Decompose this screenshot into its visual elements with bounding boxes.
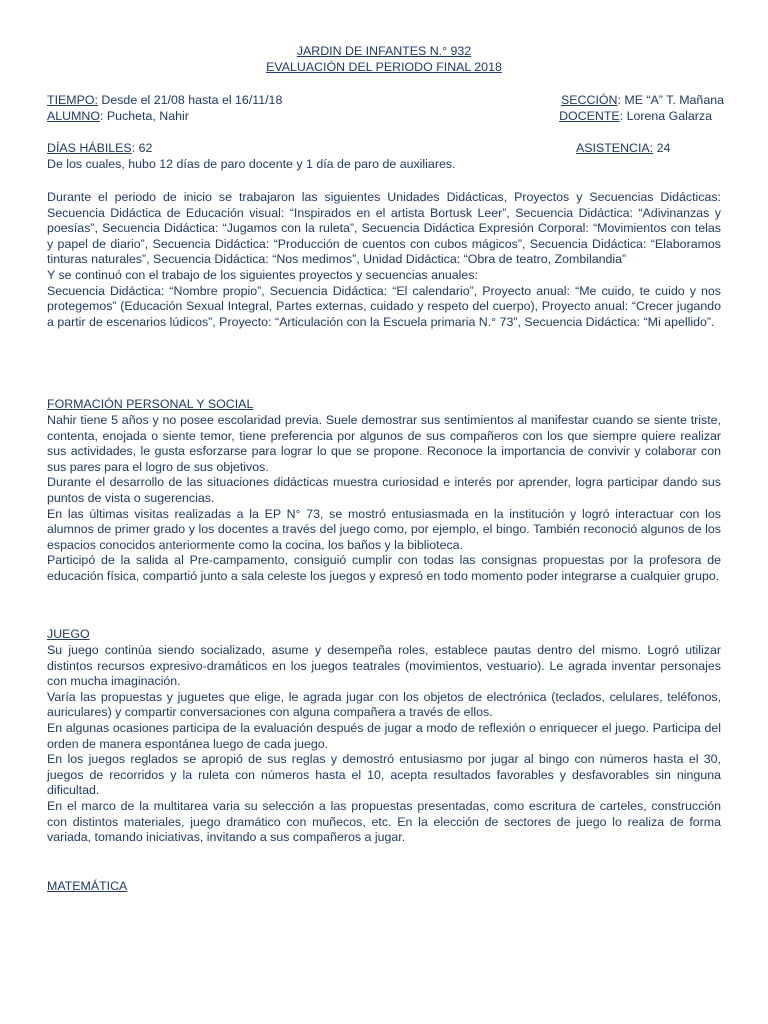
info-row-tiempo [47, 93, 724, 109]
matematica-heading: MATEMÁTICA [47, 879, 128, 893]
tiempo-field [47, 93, 282, 109]
formacion-paragraph: Durante el desarrollo de las situaciones didácticas muestra curiosidad e interés por aprender, logra participar dando sus puntos de vista o sugerencias. [47, 475, 721, 505]
formacion-section [47, 413, 721, 585]
formacion-paragraph: En las últimas visitas realizadas a la EP N° 73, se mostró entusiasmada en la institución y logró interactuar con los alumnos de primer grado y los docentes a través del juego como, por ejemplo, el bingo. También reconoció algunos de los espacios conocidos anteriormente como la cocina, los baños y la biblioteca. [47, 506, 721, 552]
tiempo-value: Desde el 21/08 hasta el 16/11/18 [97, 93, 283, 107]
formacion-paragraph: Nahir tiene 5 años y no posee escolaridad previa. Suele demostrar sus sentimientos al manifestar cuando se siente triste, contenta, enojada o siente temor, tiene preferencia por algunos de sus compañeros con los que siempre quiere realizar sus actividades, le gusta esforzarse para lograr lo que se propone. Reconoce la importancia de convivir y colaborar con sus pares para el logro de sus objetivos. [47, 413, 721, 474]
info-row-dias [47, 141, 724, 157]
juego-paragraph: En los juegos reglados se apropió de sus reglas y demostró entusiasmo por jugar al bingo con números hasta el 30, juegos de recorridos y la ruleta con números hasta el 10, acepta resultados favorables y desfavorables sin ninguna dificultad. [47, 752, 721, 798]
alumno-label: ALUMNO [47, 109, 101, 123]
formacion-paragraph: Participó de la salida al Pre-campamento, consiguió cumplir con todas las consignas propuestas por la profesora de educación física, compartió junto a sala celeste los juegos y expresó en todo momento poder integrarse a cualquier grupo. [47, 553, 721, 583]
dias-value: : 62 [131, 141, 153, 155]
dias-field [47, 141, 152, 157]
seccion-label: SECCIÓN [561, 93, 618, 107]
intro-paragraph: Secuencia Didáctica: “Nombre propio”, Secuencia Didáctica: “El calendario”, Proyecto anual: “Me cuido, te cuido y nos protegemos” (Educación Sexual Integral, Partes externas, cuidado y respeto del cuerpo), Proyecto anual: “Crecer jugando a partir de escenarios lúdicos”, Proyecto: “Articulación con la Escuela primaria N.° 73”, Secuencia Didáctica: “Mi apellido”. [47, 283, 721, 329]
intro-section [47, 190, 721, 330]
juego-paragraph: Varía las propuestas y juguetes que elige, le agrada jugar con los objetos de electrónica (teclados, celulares, teléfonos, auriculares) y compartir conversaciones con alguna compañera a través de ellos. [47, 689, 721, 720]
docente-value: : Lorena Galarza [619, 109, 712, 123]
juego-paragraph: En algunas ocasiones participa de la evaluación después de jugar a modo de reflexión o enriquecer el juego. Participa del orden de manera espontánea luego de cada juego. [47, 720, 721, 751]
asistencia-field [576, 141, 670, 157]
info-row-paro [47, 157, 724, 173]
juego-paragraph: En el marco de la multitarea varia su selección a las propuestas presentadas, como escritura de carteles, construcción con distintos materiales, juego dramático con muñecos, etc. En la elección de sectores de juego lo realiza de forma variada, tomando iniciativas, invitando a sus compañeros a jugar. [47, 798, 721, 845]
tiempo-label: TIEMPO: [47, 93, 98, 107]
juego-heading: JUEGO [47, 627, 90, 641]
docente-label: DOCENTE [559, 109, 620, 123]
formacion-heading: FORMACIÓN PERSONAL Y SOCIAL [47, 397, 254, 411]
intro-paragraph: Y se continuó con el trabajo de los siguientes proyectos y secuencias anuales: [47, 267, 478, 282]
asistencia-value: 24 [653, 141, 671, 155]
asistencia-label: ASISTENCIA: [576, 141, 654, 155]
seccion-value: : ME “A” T. Mañana [617, 93, 724, 107]
juego-section [47, 643, 721, 846]
docente-field [559, 109, 712, 125]
school-title: JARDIN DE INFANTES N.° 932 [296, 44, 472, 58]
intro-paragraph: Durante el periodo de inicio se trabajaron las siguientes Unidades Didácticas, Proyectos y Secuencias Didácticas: Secuencia Didáctica de Educación visual: “Inspirados en el artista Bortusk Leer”, Secuencia Didáctica: “Adivinanzas y poesías”, Secuencia Didáctica: “Jugamos con la ruleta”, Secuencia Didáctica Expresión Corporal: “Movimientos con telas y papel de diario”, Secuencia Didáctica: “Producción de cuentos con cubos mágicos”, Secuencia Didáctica: “Elaboramos tinturas naturales”, Secuencia Didáctica: “Nos medimos”, Unidad Didáctica: “Obra de teatro, Zombilandia” [47, 190, 721, 267]
dias-label: DÍAS HÁBILES [47, 141, 132, 155]
evaluation-title: EVALUACIÒN DEL PERIODO FINAL 2018 [266, 60, 502, 74]
paro-text: De los cuales, hubo 12 días de paro docente y 1 día de paro de auxiliares. [47, 157, 456, 171]
alumno-field [47, 109, 189, 125]
alumno-value: : Pucheta, Nahir [100, 109, 189, 123]
seccion-field [561, 93, 724, 109]
info-row-alumno [47, 109, 724, 125]
juego-paragraph: Su juego continúa siendo socializado, asume y desempeña roles, establece pautas dentro del mismo. Logró utilizar distintos recursos expresivo-dramáticos en los juegos teatrales (movimientos, vestuario). Le agrada inventar personajes con mucha imaginación. [47, 643, 721, 689]
